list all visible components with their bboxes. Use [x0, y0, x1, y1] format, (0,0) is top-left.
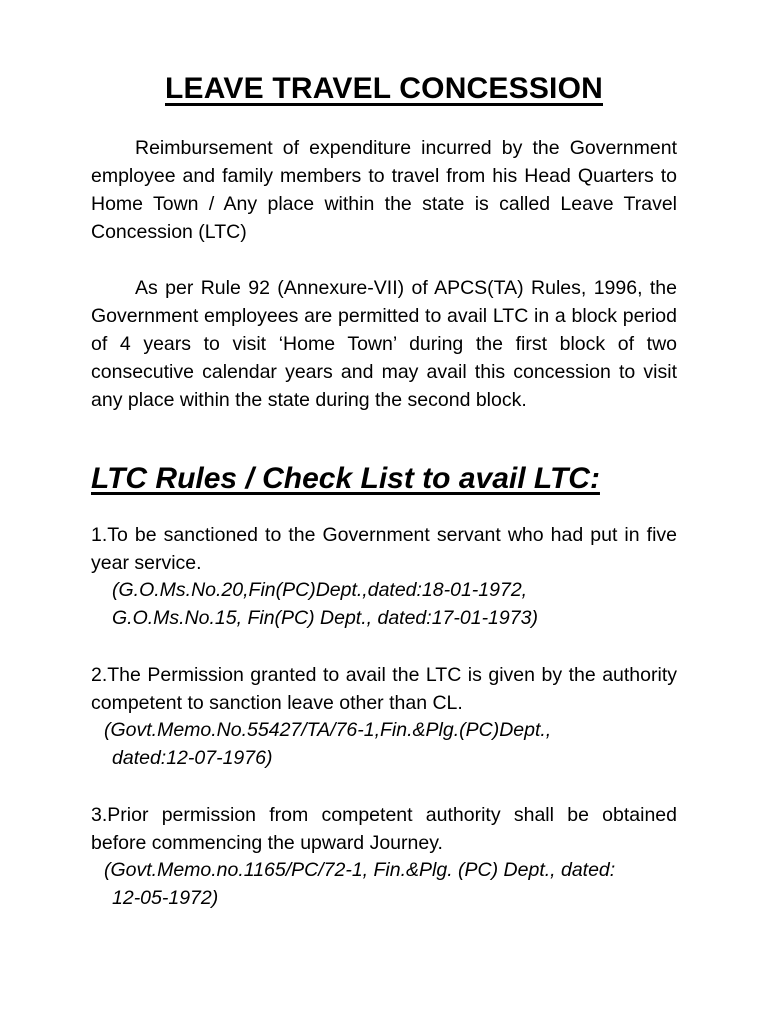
- reference-line: G.O.Ms.No.15, Fin(PC) Dept., dated:17-01-1973): [112, 607, 538, 629]
- reference-line: (Govt.Memo.no.1165/PC/72-1, Fin.&Plg. (PC) Dept., dated:: [104, 859, 616, 881]
- rule-item-2: 2.The Permission granted to avail the LTC is given by the authority competent to sanction leave other than CL.: [91, 664, 677, 714]
- rule-reference-paragraph: [91, 274, 677, 414]
- rule-item-1-reference: [112, 576, 538, 632]
- rule-reference-paragraph-text: As per Rule 92 (Annexure-VII) of APCS(TA) Rules, 1996, the Government employees are permitted to avail LTC in a block period of 4 years to visit ‘Home Town’ during the first block of two consecutive calendar years and may avail this concession to visit any place within the state during the second block.: [91, 277, 677, 411]
- intro-paragraph-text: Reimbursement of expenditure incurred by the Government employee and family members to travel from his Head Quarters to Home Town / Any place within the state is called Leave Travel Concession (LTC): [91, 137, 677, 243]
- reference-line: (G.O.Ms.No.20,Fin(PC)Dept.,dated:18-01-1972,: [112, 579, 528, 601]
- rule-item-3: 3.Prior permission from competent authority shall be obtained before commencing the upward Journey.: [91, 804, 677, 854]
- section-heading: LTC Rules / Check List to avail LTC:: [91, 462, 600, 495]
- rule-item-2-reference: [104, 716, 551, 772]
- reference-line: (Govt.Memo.No.55427/TA/76-1,Fin.&Plg.(PC)Dept.,: [104, 719, 552, 741]
- reference-line: dated:12-07-1976): [112, 747, 273, 769]
- reference-line: 12-05-1972): [112, 887, 219, 909]
- intro-paragraph: [91, 134, 677, 246]
- rule-item-3-reference: [104, 856, 615, 912]
- rule-item-1: 1.To be sanctioned to the Government servant who had put in five year service.: [91, 524, 677, 574]
- page-title: LEAVE TRAVEL CONCESSION: [165, 72, 603, 105]
